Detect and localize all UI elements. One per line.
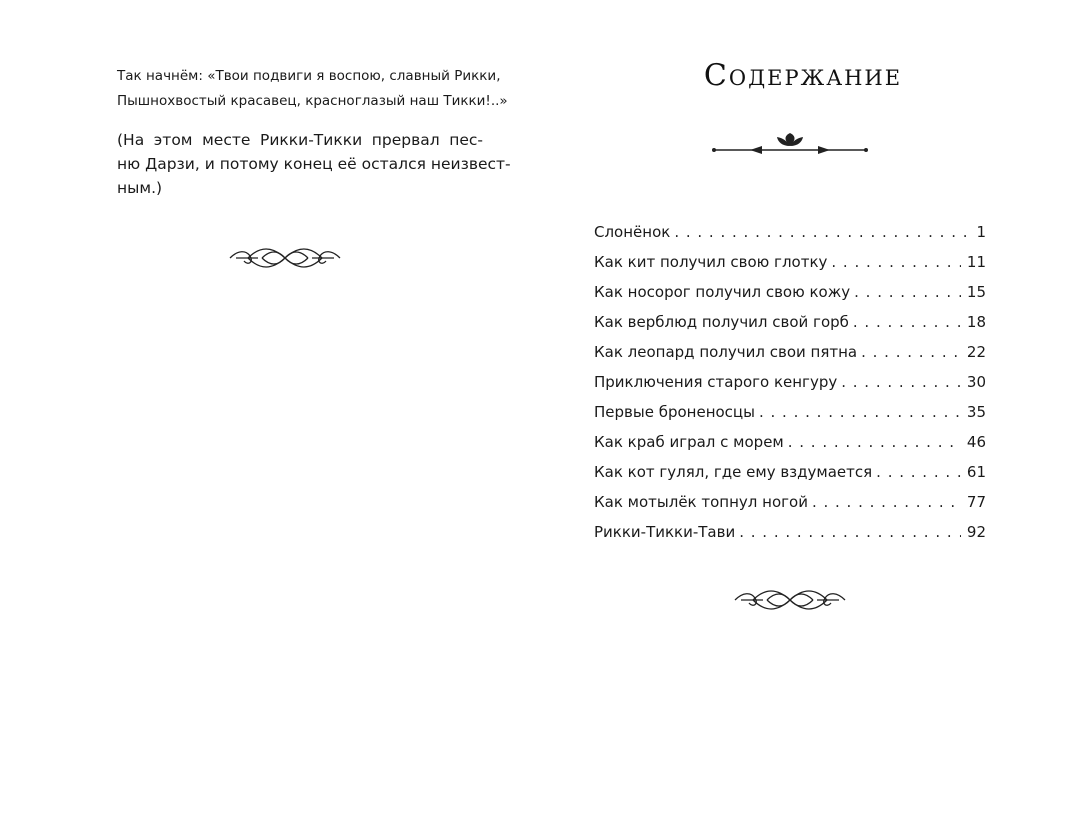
- toc-leader-dots: [854, 277, 961, 307]
- toc-entry-page: 46: [966, 433, 986, 451]
- toc-entry[interactable]: [594, 427, 986, 457]
- toc-entry-title: Слонёнок: [594, 223, 671, 241]
- toc-leader-dots: [861, 337, 961, 367]
- flourish-ornament-right: [733, 586, 847, 614]
- toc-leader-dots: [853, 307, 961, 337]
- toc-entry-title: Первые броненосцы: [594, 403, 755, 421]
- toc-leader-dots: [759, 397, 961, 427]
- toc-entry[interactable]: [594, 247, 986, 277]
- toc-entry-title: Как верблюд получил свой горб: [594, 313, 849, 331]
- toc-entry[interactable]: [594, 457, 986, 487]
- toc-entry-page: 77: [966, 493, 986, 511]
- toc-entry[interactable]: [594, 337, 986, 367]
- toc-leader-dots: [739, 517, 961, 547]
- toc-entry-page: 15: [966, 283, 986, 301]
- toc-leader-dots: [812, 487, 961, 517]
- toc-entry[interactable]: [594, 487, 986, 517]
- toc-entry-page: 1: [976, 223, 986, 241]
- title-divider-ornament: [710, 132, 870, 158]
- toc-entry-page: 30: [966, 373, 986, 391]
- toc-entry[interactable]: [594, 367, 986, 397]
- toc-entry-title: Как кит получил свою глотку: [594, 253, 828, 271]
- verse-line: Пышнохвостый красавец, красноглазый наш Тикки!..»: [117, 93, 508, 109]
- right-page: [540, 0, 1080, 816]
- toc-entry-title: Приключения старого кенгуру: [594, 373, 838, 391]
- toc-entry-page: 92: [966, 523, 986, 541]
- page-title: Содержание: [703, 58, 903, 93]
- toc-leader-dots: [831, 247, 961, 277]
- prose-line: ню Дарзи, и потому конец её остался неизвест-: [117, 155, 511, 173]
- toc-entry-page: 35: [966, 403, 986, 421]
- flourish-ornament-left: [228, 244, 342, 272]
- toc-leader-dots: [876, 457, 961, 487]
- prose-line: (На этом месте Рикки-Тикки прервал пес-: [117, 131, 483, 149]
- table-of-contents: [594, 217, 986, 547]
- toc-entry-title: Как носорог получил свою кожу: [594, 283, 851, 301]
- verse-line: Так начнём: «Твои подвиги я воспою, славный Рикки,: [117, 68, 501, 84]
- toc-leader-dots: [841, 367, 961, 397]
- toc-entry[interactable]: [594, 397, 986, 427]
- toc-entry-title: Как краб играл с морем: [594, 433, 784, 451]
- toc-entry[interactable]: [594, 307, 986, 337]
- toc-entry-page: 22: [966, 343, 986, 361]
- toc-entry-title: Как леопард получил свои пятна: [594, 343, 858, 361]
- toc-entry-title: Как мотылёк топнул ногой: [594, 493, 808, 511]
- verse-block: [117, 64, 517, 114]
- toc-entry[interactable]: [594, 277, 986, 307]
- toc-entry-page: 11: [966, 253, 986, 271]
- toc-entry-page: 18: [966, 313, 986, 331]
- toc-leader-dots: [788, 427, 961, 457]
- toc-entry[interactable]: [594, 217, 986, 247]
- toc-entry-title: Как кот гулял, где ему вздумается: [594, 463, 873, 481]
- toc-entry[interactable]: [594, 517, 986, 547]
- prose-paragraph: [117, 128, 511, 200]
- prose-line: ным.): [117, 179, 163, 197]
- toc-entry-page: 61: [966, 463, 986, 481]
- toc-leader-dots: [674, 217, 970, 247]
- toc-entry-title: Рикки-Тикки-Тави: [594, 523, 736, 541]
